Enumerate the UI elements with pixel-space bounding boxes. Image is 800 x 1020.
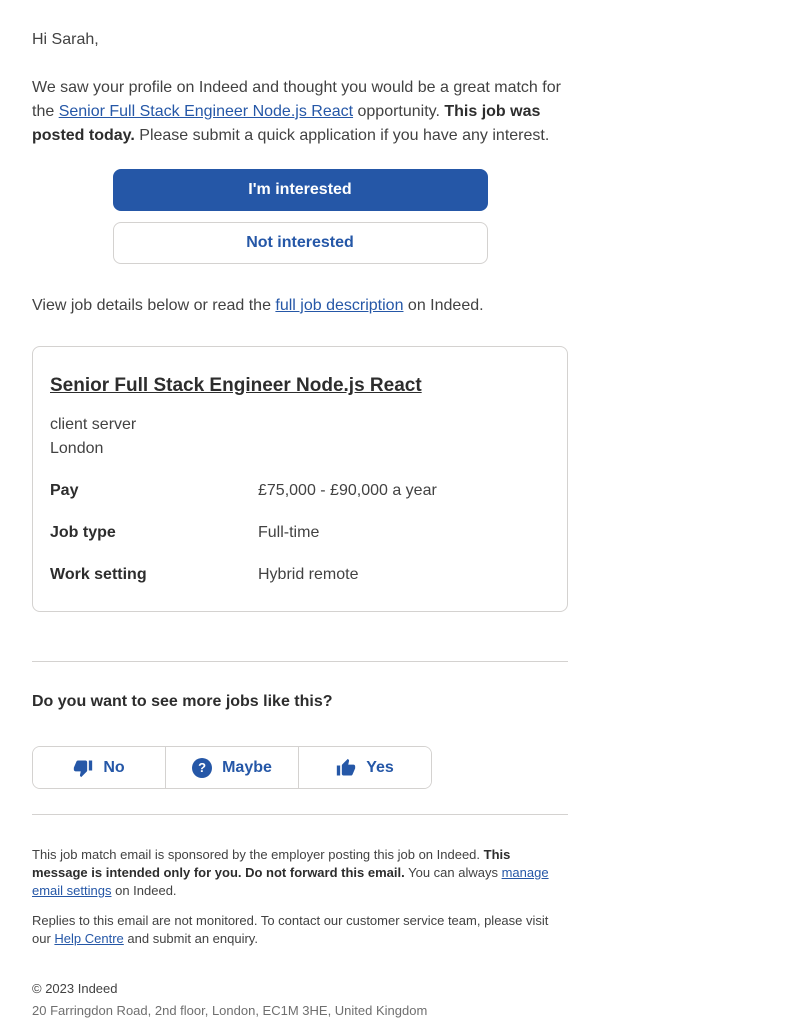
feedback-button-group bbox=[32, 746, 432, 789]
copyright: © 2023 Indeed bbox=[32, 981, 118, 996]
im-interested-button[interactable]: I'm interested bbox=[113, 169, 488, 211]
footer-replies-text: Replies to this email are not monitored. To contact our customer service team, please visit our bbox=[32, 913, 549, 946]
help-centre-link[interactable]: Help Centre bbox=[54, 931, 124, 946]
greeting: Hi Sarah, bbox=[32, 31, 99, 48]
thumb-up-icon bbox=[336, 758, 356, 778]
job-row-label: Work setting bbox=[50, 566, 147, 583]
job-card bbox=[32, 346, 568, 612]
job-card-title-link[interactable]: Senior Full Stack Engineer Node.js React bbox=[50, 375, 422, 396]
job-row-job-type bbox=[50, 521, 550, 545]
footer-sponsored-text: This job match email is sponsored by the employer posting this job on Indeed. bbox=[32, 847, 484, 862]
intro-posted-today: This job was posted today. bbox=[32, 103, 541, 144]
job-detail-rows bbox=[50, 479, 550, 587]
feedback-maybe-button[interactable] bbox=[166, 747, 299, 788]
manage-email-settings-link[interactable]: manage email settings bbox=[32, 865, 549, 898]
footer-sponsored-mid: You can always bbox=[404, 865, 502, 880]
intro-paragraph bbox=[32, 76, 568, 148]
feedback-maybe-label: Maybe bbox=[222, 758, 272, 776]
intro-text-before: We saw your profile on Indeed and thought you would be a great match for the bbox=[32, 79, 561, 120]
company-address: 20 Farringdon Road, 2nd floor, London, EC1M 3HE, United Kingdom bbox=[32, 1003, 428, 1018]
section-divider bbox=[32, 661, 568, 662]
footer-sponsored-after: on Indeed. bbox=[111, 883, 177, 898]
question-icon: ? bbox=[192, 758, 212, 778]
footer-replies-paragraph bbox=[32, 912, 568, 948]
intro-text-rest: Please submit a quick application if you have any interest. bbox=[134, 127, 550, 144]
feedback-question: Do you want to see more jobs like this? bbox=[32, 693, 333, 710]
job-row-label: Job type bbox=[50, 524, 116, 541]
feedback-yes-button[interactable] bbox=[299, 747, 431, 788]
footer-do-not-forward: This message is intended only for you. Do not forward this email. bbox=[32, 847, 511, 880]
job-location: London bbox=[50, 440, 104, 457]
details-text-before: View job details below or read the bbox=[32, 297, 276, 314]
thumb-down-icon bbox=[73, 758, 93, 778]
job-row-work-setting bbox=[50, 563, 550, 587]
job-row-value: Hybrid remote bbox=[258, 566, 359, 583]
footer-replies-after: and submit an enquiry. bbox=[123, 931, 258, 946]
job-row-pay bbox=[50, 479, 550, 503]
job-row-value: £75,000 - £90,000 a year bbox=[258, 482, 437, 499]
details-text-after: on Indeed. bbox=[403, 297, 484, 314]
intro-text-after: opportunity. bbox=[353, 103, 445, 120]
footer-sponsored-paragraph bbox=[32, 846, 568, 900]
company-name: client server bbox=[50, 416, 137, 433]
not-interested-button[interactable]: Not interested bbox=[113, 222, 488, 264]
job-row-value: Full-time bbox=[258, 524, 320, 541]
job-row-label: Pay bbox=[50, 482, 79, 499]
job-title-inline-link[interactable]: Senior Full Stack Engineer Node.js React bbox=[58, 103, 354, 120]
feedback-yes-label: Yes bbox=[366, 758, 394, 776]
feedback-no-button[interactable] bbox=[33, 747, 166, 788]
footer-divider bbox=[32, 814, 568, 815]
footer bbox=[32, 846, 568, 1020]
full-job-description-link[interactable]: full job description bbox=[275, 297, 404, 314]
details-line bbox=[32, 294, 568, 318]
feedback-no-label: No bbox=[103, 758, 125, 776]
